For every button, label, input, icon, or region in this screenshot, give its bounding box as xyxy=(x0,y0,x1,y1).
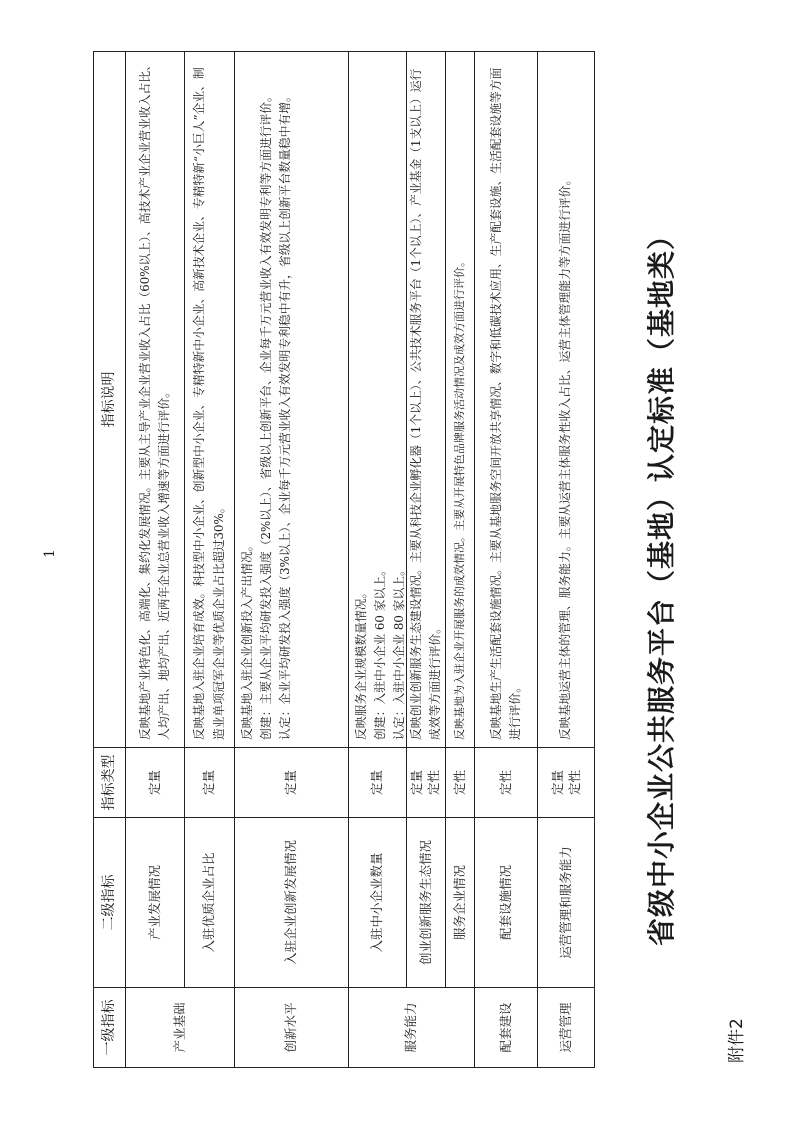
row5-type-line2: 定性 xyxy=(425,770,441,796)
row7-level2: 配套设施情况 xyxy=(475,817,538,987)
row3-desc xyxy=(235,52,349,747)
level1-service: 服务能力 xyxy=(349,987,475,1067)
row2-level2: 入驻优质企业占比 xyxy=(185,817,235,987)
row6-type: 定性 xyxy=(446,747,475,817)
row3-level2: 入驻企业创新发展情况 xyxy=(235,817,349,987)
row8-level2: 运营管理和服务能力 xyxy=(538,817,594,987)
attachment-label: 附件2 xyxy=(727,1018,747,1063)
header-level1: 一级指标 xyxy=(94,987,126,1067)
row2-type: 定量 xyxy=(185,747,235,817)
row5-level2: 创业创新服务生态情况 xyxy=(407,817,446,987)
row3-desc-line2: 创建：主要从企业平均研发投入强度（2%以上）、省级以上创新平台、企业每千万元营业收入有效发明专利等方面进行评价。 xyxy=(259,90,274,740)
row8-type xyxy=(538,747,594,817)
row5-type-line1: 定量 xyxy=(409,770,424,796)
row4-level2: 入驻中小企业数量 xyxy=(349,817,407,987)
row4-desc-line3: 认定：入驻中小企业 80 家以上。 xyxy=(392,564,407,740)
level1-operation: 运营管理 xyxy=(538,987,594,1067)
level1-innovation: 创新水平 xyxy=(235,987,349,1067)
row2-desc: 反映基地入驻企业培育成效。科技型中小企业、创新型中小企业、专精特新中小企业、高新技术企业、专精特新“小巨人”企业、制造业单项冠军企业等优质企业占比超过30%。 xyxy=(185,52,235,747)
row7-type: 定性 xyxy=(475,747,538,817)
row4-type: 定量 xyxy=(349,747,407,817)
row8-desc: 反映基地运营主体的管理、服务能力。主要从运营主体服务性收入占比、运营主体管理能力等方面进行评价。 xyxy=(558,173,573,740)
row6-desc: 反映基地为入驻企业开展服务的成效情况。主要从开展特色品牌服务活动情况及成效方面进行评价。 xyxy=(446,52,475,747)
row8-type-line2: 定性 xyxy=(566,770,582,796)
header-level2: 二级指标 xyxy=(94,817,126,987)
row3-desc-line1: 反映基地入驻企业创新投入产出情况。 xyxy=(240,539,254,740)
row4-desc-line1: 反映服务企业规模数量情况。 xyxy=(354,586,368,740)
row8-type-line1: 定量 xyxy=(550,770,565,796)
header-desc: 指标说明 xyxy=(94,52,126,747)
criteria-table xyxy=(93,51,595,1068)
row1-desc: 反映基地产业特色化、高端化、集约化发展情况。主要从主导产业企业营业收入占比（60%以上）、高技术产业企业营业收入占比、人均产出、地均产出、近两年企业总营业收入增速等方面进行评价。 xyxy=(126,52,185,747)
document-title: 省级中小企业公共服务平台（基地）认定标准（基地类） xyxy=(645,220,678,946)
row4-desc xyxy=(349,52,407,747)
row3-type: 定量 xyxy=(235,747,349,817)
row5-type xyxy=(407,747,446,817)
row1-level2: 产业发展情况 xyxy=(126,817,185,987)
header-type: 指标类型 xyxy=(94,747,126,817)
row4-desc-line2: 创建：入驻中小企业 60 家以上。 xyxy=(373,564,388,740)
page-number: 1 xyxy=(42,549,58,558)
row6-level2: 服务企业情况 xyxy=(446,817,475,987)
row7-desc: 反映基地生产生活配套设施情况。主要从基地服务空间开放共享情况、数字和低碳技术应用、生产配套设施、生活配套设施等方面进行评价。 xyxy=(475,52,538,747)
row1-type: 定量 xyxy=(126,747,185,817)
level1-industry-base: 产业基础 xyxy=(126,987,235,1067)
row3-desc-line3: 认定：企业平均研发投入强度（3%以上）、企业每千万元营业收入有效发明专利稳中有升，省级以上创新平台数量稳中有增。 xyxy=(278,90,293,740)
level1-facilities: 配套建设 xyxy=(475,987,538,1067)
row5-desc: 反映创业创新服务生态建设情况。主要从科技企业孵化器（1个以上）、公共技术服务平台（1个以上）、产业基金（1支以上）运行成效等方面进行评价。 xyxy=(407,52,446,747)
